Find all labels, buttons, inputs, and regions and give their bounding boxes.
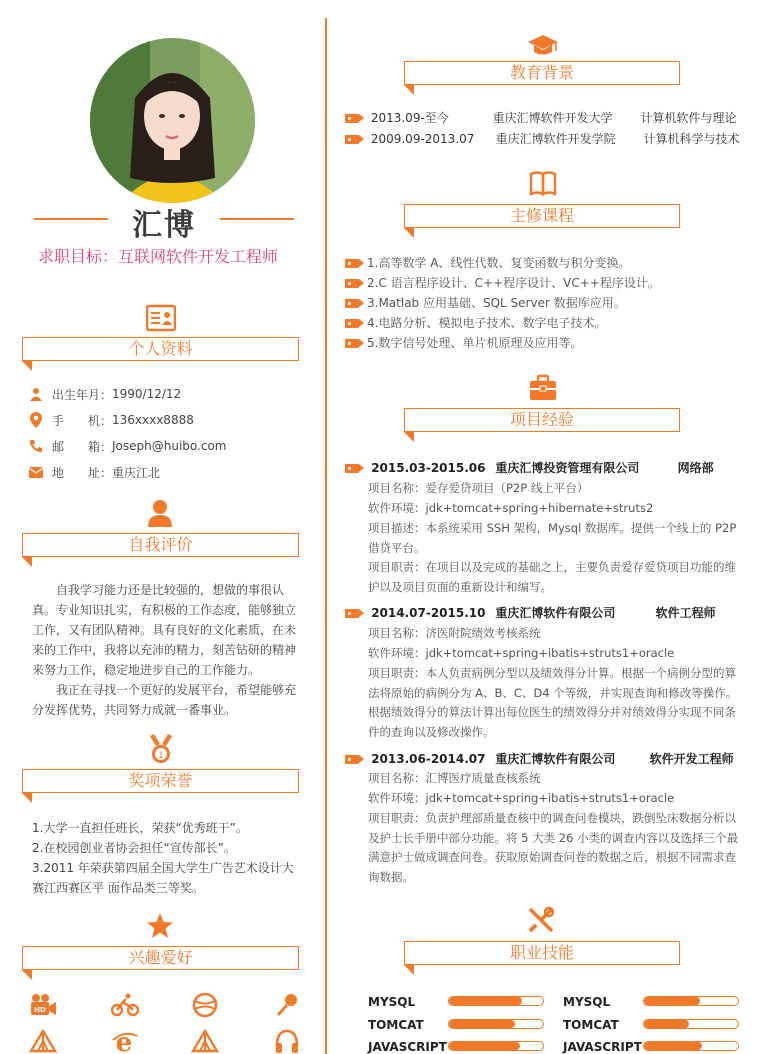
- self-eval-paragraph-1: 自我学习能力还是比较强的，想做的事很认真。专业知识扎实，有积极的工作态度，能够独立工作，又有团队精神。具有良好的文化素质，在未来的工作中，我将以充沛的精力，刻苦钻研的精神来努力工作，稳定地进步自己的工作能力。: [32, 583, 297, 677]
- list-item: 3.2011 年荣获第四届全国大学生广告艺术设计大赛江西赛区平 面作品类三等奖。: [32, 861, 294, 895]
- skill-bar: [448, 1019, 544, 1029]
- tag-bullet-icon: [345, 609, 359, 618]
- candidate-name: 汇博: [132, 208, 196, 243]
- microphone-icon: [272, 990, 302, 1020]
- project-header: [345, 459, 714, 477]
- course-text: 3.Matlab 应用基础、SQL Server 数据库应用。: [367, 296, 626, 310]
- name-row: [30, 198, 298, 243]
- open-book-icon: [529, 170, 559, 200]
- project-period: 2015.03-2015.06: [371, 461, 486, 475]
- skill-bar-fill: [449, 1042, 520, 1050]
- column-divider: [325, 18, 327, 1054]
- banner-tail: [22, 793, 32, 803]
- education-major: 计算机软件与理论: [640, 111, 737, 125]
- skill-bar: [643, 996, 739, 1006]
- section-title-education: 教育背景: [404, 61, 680, 85]
- tag-bullet-icon: [345, 299, 359, 308]
- briefcase-icon: [529, 374, 559, 404]
- section-title-skills: 职业技能: [404, 941, 680, 965]
- education-major: 计算机科学与技术: [643, 132, 740, 146]
- course-item: [345, 294, 626, 312]
- project-company: 重庆汇博投资管理有限公司: [495, 461, 640, 475]
- list-item: 1.大学一直担任班长，荣获“优秀班干”。: [32, 821, 248, 835]
- tag-bullet-icon: [345, 279, 359, 288]
- svg-text:e: e: [115, 1028, 133, 1054]
- graduation-cap-icon: [527, 33, 557, 63]
- project-detail: 软件环境：jdk+tomcat+spring+hibernate+struts2: [368, 501, 654, 515]
- course-item: [345, 314, 606, 332]
- info-label: 邮 箱：: [52, 439, 113, 454]
- tent-icon: [28, 1026, 58, 1054]
- tent-icon-2: [190, 1026, 220, 1054]
- info-label: 地 址：: [52, 465, 113, 480]
- tag-bullet-icon: [345, 464, 359, 473]
- education-row: [345, 109, 737, 127]
- project-detail: 项目职责：本人负责病例分型以及绩效得分计算。根据一个病例分型的算法将原始的病例分为 A、B、C、D4 个等级，并实现查询和修改等操作。根据绩效得分的算法计算出每位医生的绩效得分并对绩效得分实现不同条件的查询以及修改操作。: [368, 666, 738, 739]
- course-text: 2.C 语言程序设计、C++程序设计、VC++程序设计。: [367, 276, 660, 290]
- project-period: 2014.07-2015.10: [371, 606, 486, 620]
- ball-icon: [190, 990, 220, 1020]
- avatar: [90, 38, 255, 203]
- id-card-icon: [146, 304, 176, 334]
- browser-e-icon: [110, 1026, 140, 1054]
- phone-icon: [28, 438, 44, 454]
- project-detail: 项目描述：本系统采用 SSH 架构，Mysql 数据库。提供一个线上的 P2P 借贷平台。: [368, 521, 737, 555]
- project-detail: 软件环境：jdk+tomcat+spring+ibatis+struts1+oracle: [368, 646, 675, 660]
- project-detail: 软件环境：jdk+tomcat+spring+ibatis+struts1+oracle: [368, 791, 675, 805]
- skill-name: JAVASCRIPT: [368, 1040, 447, 1054]
- course-item: [345, 274, 660, 292]
- course-item: [345, 334, 582, 352]
- banner-tail: [404, 965, 414, 975]
- project-company: 重庆汇博软件有限公司: [495, 752, 616, 766]
- project-detail: 项目名称：汇博医疗质量查核系统: [368, 771, 541, 785]
- self-eval-paragraph-2: 我正在寻找一个更好的发展平台，希望能够充分发挥优势，共同努力成就一番事业。: [32, 683, 297, 717]
- skill-bar-fill: [449, 1020, 515, 1028]
- skill-name: TOMCAT: [368, 1018, 424, 1032]
- course-text: 4.电路分析、模拟电子技术、数字电子技术。: [367, 316, 607, 330]
- location-pin-icon: [28, 412, 44, 428]
- envelope-icon: [28, 464, 44, 480]
- education-period: 2013.09-至今: [370, 111, 449, 125]
- section-title-personal: 个人资料: [22, 337, 299, 361]
- tools-icon: [527, 906, 557, 936]
- svg-text:1: 1: [158, 751, 164, 761]
- project-company: 重庆汇博软件有限公司: [495, 606, 616, 620]
- tag-bullet-icon: [345, 755, 359, 764]
- course-item: [345, 254, 630, 272]
- cycling-icon: [110, 990, 140, 1020]
- list-item: 2.在校园创业者协会担任“宣传部长”。: [32, 841, 236, 855]
- education-row: [345, 130, 740, 148]
- info-birth: [28, 384, 181, 404]
- banner-tail: [22, 970, 32, 980]
- skill-bar: [643, 1019, 739, 1029]
- project-header: [345, 604, 716, 622]
- info-value: 1990/12/12: [112, 387, 182, 401]
- tag-bullet-icon: [345, 114, 359, 123]
- education-school: 重庆汇博软件开发大学: [492, 111, 613, 125]
- job-objective: 求职目标：互联网软件开发工程师: [38, 247, 279, 266]
- skill-bar: [448, 996, 544, 1006]
- skill-name: JAVASCRIPT: [563, 1040, 642, 1054]
- project-role: 软件工程师: [655, 606, 716, 620]
- banner-tail: [404, 228, 414, 238]
- section-title-courses: 主修课程: [404, 204, 680, 228]
- banner-tail: [404, 432, 414, 442]
- project-role: 网络部: [677, 461, 714, 475]
- project-detail: 项目职责：负责护理部质量查核中的调查问卷模块，跌倒坠床数据分析以及护士长手册中部分功能。将 5 大类 26 小类的调查内容以及选择三个最满意护士做成调查问卷。获取原始调查问卷的数据之后，根据不同需求查询数据。: [368, 811, 739, 884]
- tag-bullet-icon: [345, 135, 359, 144]
- project-detail: 项目名称：爱存爱贷项目（P2P 线上平台）: [368, 481, 589, 495]
- project-detail: 项目名称：济医附院绩效考核系统: [368, 626, 541, 640]
- info-value: 136xxxx8888: [112, 413, 194, 427]
- banner-tail: [22, 361, 32, 371]
- skill-bar: [448, 1041, 544, 1051]
- awards-list: [32, 818, 300, 898]
- section-title-hobbies: 兴趣爱好: [22, 946, 299, 970]
- svg-text:HD: HD: [34, 1006, 46, 1014]
- section-title-self-eval: 自我评价: [22, 533, 299, 557]
- skill-name: MYSQL: [563, 995, 611, 1009]
- user-icon: [146, 499, 176, 529]
- info-address: [28, 462, 160, 482]
- section-title-awards: 奖项荣誉: [22, 769, 299, 793]
- course-text: 1.高等数学 A、线性代数、复变函数与积分变换。: [367, 256, 631, 270]
- skill-bar-fill: [644, 997, 700, 1005]
- section-title-projects: 项目经验: [404, 408, 680, 432]
- course-text: 5.数字信号处理、单片机原理及应用等。: [367, 336, 583, 350]
- info-label: 手 机：: [52, 413, 113, 428]
- banner-tail: [404, 85, 414, 95]
- project-period: 2013.06-2014.07: [371, 752, 486, 766]
- tag-bullet-icon: [345, 319, 359, 328]
- tag-bullet-icon: [345, 259, 359, 268]
- skill-name: MYSQL: [368, 995, 416, 1009]
- project-header: [345, 750, 734, 768]
- project-detail: 项目职责：在项目以及完成的基础之上，主要负责爱存爱贷项目功能的维护以及项目页面的重新设计和编写。: [368, 560, 736, 594]
- skill-bar-fill: [449, 997, 522, 1005]
- medal-icon: [148, 734, 178, 764]
- name-rule-right: [220, 218, 294, 220]
- star-icon: [146, 912, 176, 942]
- info-email: [28, 436, 226, 456]
- skill-bar-fill: [644, 1020, 689, 1028]
- skill-bar-fill: [644, 1042, 702, 1050]
- tag-bullet-icon: [345, 339, 359, 348]
- info-value: 重庆江北: [112, 465, 161, 480]
- video-camera-icon: [28, 990, 58, 1020]
- education-period: 2009.09-2013.07: [370, 132, 475, 146]
- person-icon: [28, 386, 44, 402]
- project-role: 软件开发工程师: [649, 752, 734, 766]
- banner-tail: [22, 557, 32, 567]
- headphones-icon: [272, 1026, 302, 1054]
- skill-bar: [643, 1041, 739, 1051]
- info-value: Joseph@huibo.com: [112, 439, 227, 453]
- info-phone: [28, 410, 194, 430]
- info-label: 出生年月：: [52, 387, 113, 402]
- education-school: 重庆汇博软件开发学院: [495, 132, 616, 146]
- skill-name: TOMCAT: [563, 1018, 619, 1032]
